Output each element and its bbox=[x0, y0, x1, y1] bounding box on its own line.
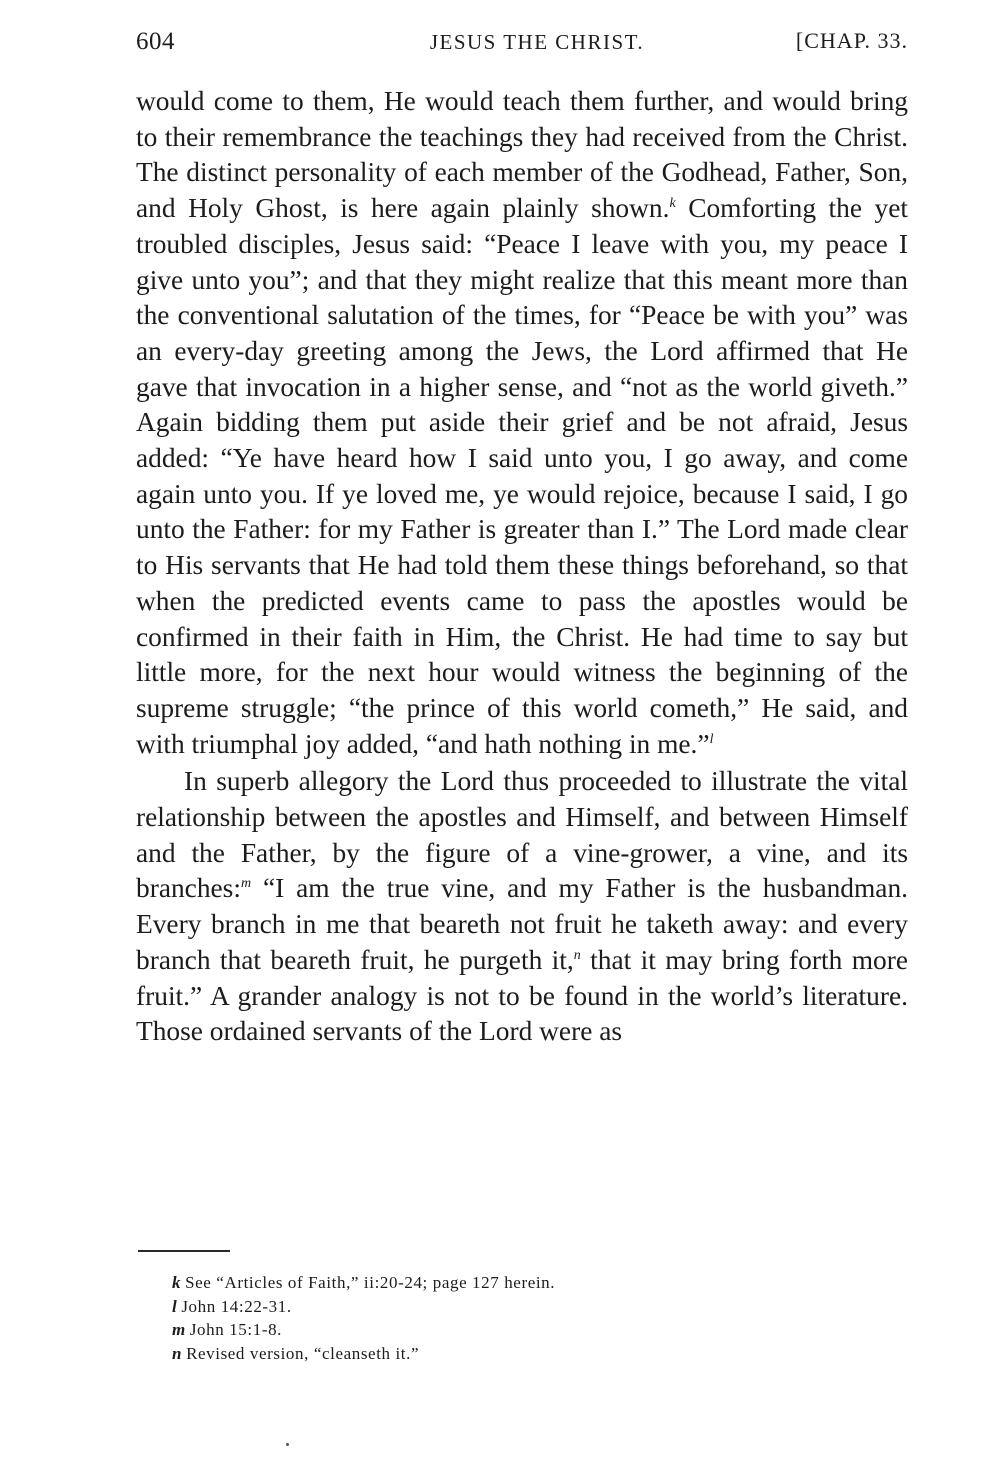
footnotes bbox=[172, 1271, 872, 1365]
footnote-text: Revised version, “cleanseth it.” bbox=[186, 1343, 420, 1363]
footnote-mark: l bbox=[172, 1296, 178, 1316]
footnote-k bbox=[172, 1271, 872, 1295]
book-title: JESUS THE CHRIST. bbox=[429, 30, 645, 54]
paragraph-2-text-c: that it may bring forth more fruit.” A grander analogy is not to be found in the world’s literature. Those ordained servants of the Lord were as bbox=[136, 944, 908, 1047]
scan-speck bbox=[286, 1443, 289, 1446]
footnote-text: John 15:1-8. bbox=[189, 1320, 283, 1339]
footnote-l bbox=[172, 1295, 872, 1319]
page-number: 604 bbox=[136, 28, 175, 55]
paragraph-2-text-a: In superb allegory the Lord thus proceeded to illustrate the vital relationship between the apostles and Himself, and between Himself and the Father, by the figure of a vine-grower, a vine, and its branches: bbox=[136, 766, 908, 904]
footnote-mark: n bbox=[172, 1343, 183, 1363]
footnote-ref-l: l bbox=[709, 731, 714, 747]
paragraph-2-text-b: “I am the true vine, and my Father is the husbandman. Every branch in me that beareth not fruit he taketh away: and every branch that beareth fruit, he purgeth it, bbox=[136, 873, 908, 975]
footnote-mark: k bbox=[172, 1273, 182, 1292]
footnote-n bbox=[172, 1342, 872, 1366]
paragraph-1-text-a: would come to them, He would teach them further, and would bring to their remembrance the teachings they had received from the Christ. The distinct personality of each member of the Godhead, Father, Son, and Holy Ghost, is here again plainly shown. bbox=[136, 86, 908, 224]
chapter-label: [CHAP. 33. bbox=[795, 28, 908, 53]
footnote-mark: m bbox=[172, 1320, 186, 1339]
footnote-divider bbox=[138, 1250, 230, 1252]
footnote-ref-n: n bbox=[573, 947, 581, 963]
footnote-text: John 14:22-31. bbox=[181, 1296, 292, 1316]
running-head bbox=[136, 28, 908, 62]
paragraph-1 bbox=[136, 84, 908, 762]
footnote-ref-k: k bbox=[669, 195, 676, 211]
footnote-ref-m: m bbox=[240, 876, 252, 892]
paragraph-2 bbox=[136, 764, 908, 1050]
paragraph-1-text-b: Comforting the yet troubled disciples, Jesus said: “Peace I leave with you, my peace I give unto you”; and that they might realize that this meant more than the conventional salutation of the times, for “Peace be with you” was an every-day greeting among the Jews, the Lord affirmed that He gave that invocation in a higher sense, and “not as the world giveth.” Again bidding them put aside their grief and be not afraid, Jesus added: “Ye have heard how I said unto you, I go away, and come again unto you. If ye loved me, ye would rejoice, because I said, I go unto the Father: for my Father is greater than I.” The Lord made clear to His servants that He had told them these things beforehand, so that when the predicted events came to pass the apostles would be confirmed in their faith in Him, the Christ. He had time to say but little more, for the next hour would witness the beginning of the supreme struggle; “the prince of this world cometh,” He said, and with triumphal joy added, “and hath nothing in me.” bbox=[136, 193, 908, 759]
footnote-text: See “Articles of Faith,” ii:20-24; page 127 herein. bbox=[185, 1273, 556, 1292]
footnote-m bbox=[172, 1318, 872, 1342]
body-text bbox=[136, 84, 908, 1050]
